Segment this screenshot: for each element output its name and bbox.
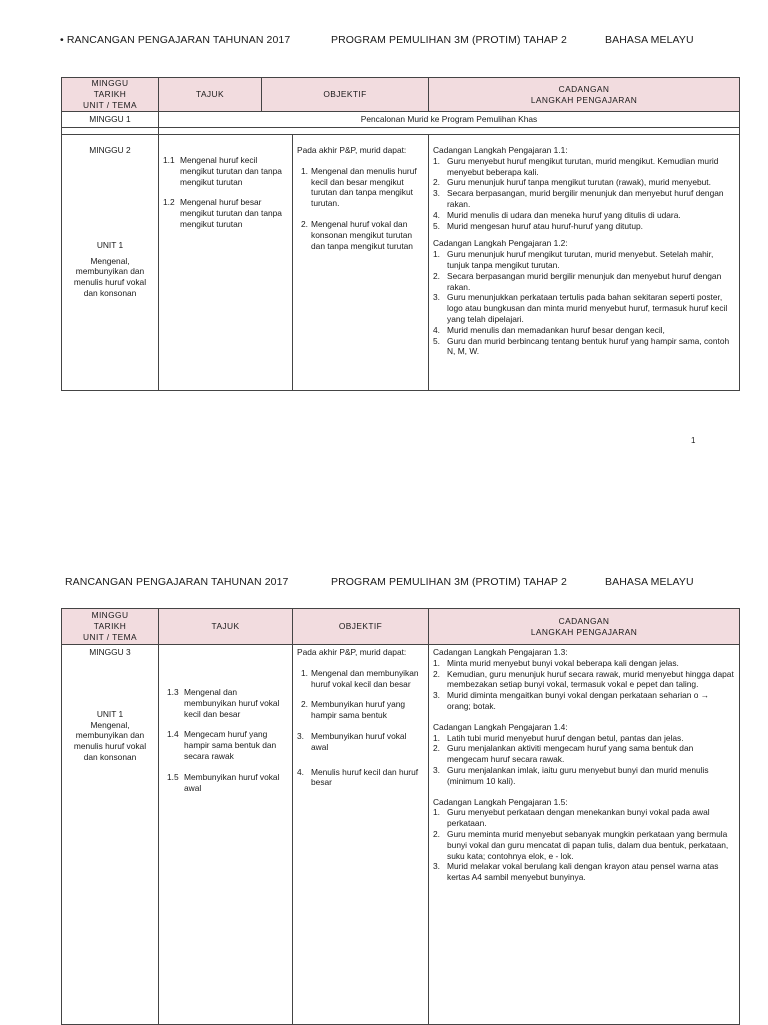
week3-row (62, 645, 740, 1025)
step-item: 1. Latih tubi murid menyebut huruf dengan betul, pantas dan jelas. (433, 732, 684, 743)
tajuk-item: 1.5 Membunyikan huruf vokal awal (167, 771, 280, 793)
week2-objektif-cell (293, 135, 429, 391)
page-number: 1 (691, 436, 696, 445)
page2-header-subject: BAHASA MELAYU (605, 576, 694, 588)
week3-tajuk-cell (159, 645, 293, 1025)
cadangan-title: Cadangan Langkah Pengajaran 1.3: (433, 647, 568, 657)
step-item: 1. Guru menyebut huruf mengikut turutan, murid mengikut. Kemudian murid menyebut beberapa kali. (433, 155, 719, 177)
week2-tajuk-cell (159, 135, 293, 391)
step-item: 2. Guru meminta murid menyebut sebanyak mungkin perkataan yang bermula bunyi vokal dan guru mencatat di papan tulis, dalam dua bentuk, perkataan, suku kata; contohnya elok, e - lok. (433, 828, 729, 861)
step-item: 1. Guru menunjuk huruf mengikut turutan, murid menyebut. Setelah mahir, tunjuk tanpa mengikut turutan. (433, 249, 714, 270)
week2-tema: Mengenal, membunyikan dan menulis huruf vokal dan konsonan (73, 255, 147, 298)
cadangan-title: Cadangan Langkah Pengajaran 1.2: (433, 238, 568, 249)
week2-minggu-cell (62, 135, 159, 391)
objektif-item: 2. Mengenal huruf vokal dan konsonan mengikut turutan dan tanpa mengikut turutan (301, 218, 413, 251)
objektif-item: 4. Menulis huruf kecil dan huruf besar (297, 766, 419, 788)
step-item: 5. Guru dan murid berbincang tentang bentuk huruf yang hampir sama, contoh N, M, W. (433, 335, 730, 357)
objektif-item: 2. Membunyikan huruf yang hampir sama bentuk (301, 699, 406, 721)
week1-note: Pencalonan Murid ke Program Pemulihan Khas (159, 112, 740, 128)
week1-row (62, 112, 740, 128)
week2-row (62, 135, 740, 391)
col-objektif-header: OBJEKTIF (293, 609, 429, 645)
page2-plan-table (61, 608, 740, 1025)
col-tajuk-header: TAJUK (159, 78, 262, 112)
col-tajuk-header: TAJUK (159, 609, 293, 645)
week3-unit: UNIT 1 (96, 708, 124, 719)
week2-minggu: MINGGU 2 (89, 145, 131, 155)
step-item: 3. Secara berpasangan, murid bergilir menunjuk dan menyebut huruf dengan rakan. (433, 188, 724, 209)
page1-header-program: PROGRAM PEMULIHAN 3M (PROTIM) TAHAP 2 (331, 34, 567, 46)
week2-cadangan-cell (429, 135, 740, 391)
col-cadangan-header: CADANGAN LANGKAH PENGAJARAN (429, 78, 740, 112)
objektif-item: 3. Membunyikan huruf vokal awal (297, 730, 407, 752)
table-header-row (62, 609, 740, 645)
step-item: 5. Murid mengesan huruf atau huruf-huruf yang ditutup. (433, 220, 644, 231)
step-item: 3. Murid diminta mengaitkan bunyi vokal dengan perkataan seharian o → orang; botak. (433, 690, 710, 711)
step-item: 4. Murid menulis dan memadankan huruf besar dengan kecil, (433, 324, 665, 335)
objektif-intro: Pada akhir P&P, murid dapat: (297, 145, 407, 155)
cadangan-steps (433, 807, 735, 883)
page1-header-title: • RANCANGAN PENGAJARAN TAHUNAN 2017 (60, 34, 291, 46)
cadangan-title: Cadangan Langkah Pengajaran 1.5: (433, 796, 568, 807)
week3-cadangan-cell (429, 645, 740, 1025)
page1-plan-table (61, 77, 740, 391)
step-item: 3. Guru menunjukkan perkataan tertulis pada bahan sekitaran seperti poster, logo atau bungkusan dan minta murid menyebut huruf, termasuk huruf kecil yang telah dipelajari. (433, 292, 728, 324)
table-header-row (62, 78, 740, 112)
step-item: 1. Guru menyebut perkataan dengan menekankan bunyi vokal pada awal perkataan. (433, 807, 710, 829)
cadangan-title: Cadangan Langkah Pengajaran 1.4: (433, 721, 568, 732)
col-objektif-header: OBJEKTIF (262, 78, 429, 112)
cadangan-steps (433, 249, 735, 357)
tajuk-item: 1.1 Mengenal huruf kecil mengikut turutan dan tanpa mengikut turutan (163, 155, 282, 187)
step-item: 3. Guru menjalankan imlak, iaitu guru menyebut bunyi dan murid menulis (minimum 10 kali). (433, 764, 709, 786)
tajuk-item: 1.2 Mengenal huruf besar mengikut turutan dan tanpa mengikut turutan (163, 197, 282, 229)
col-minggu-header: MINGGU TARIKH UNIT / TEMA (62, 78, 159, 112)
tajuk-item: 1.3 Mengenal dan membunyikan huruf vokal kecil dan besar (167, 687, 280, 719)
col-minggu-header: MINGGU TARIKH UNIT / TEMA (62, 609, 159, 645)
week1-minggu: MINGGU 1 (62, 112, 159, 128)
week3-tema: Mengenal, membunyikan dan menulis huruf vokal dan konsonan (73, 719, 147, 762)
objektif-intro: Pada akhir P&P, murid dapat: (297, 647, 407, 657)
page2-header-title: RANCANGAN PENGAJARAN TAHUNAN 2017 (65, 576, 289, 588)
tajuk-item: 1.4 Mengecam huruf yang hampir sama bentuk dan secara rawak (167, 729, 277, 761)
week2-unit: UNIT 1 (96, 239, 124, 250)
step-item: 4. Murid menulis di udara dan meneka huruf yang ditulis di udara. (433, 209, 681, 220)
objektif-item: 1. Mengenal dan membunyikan huruf vokal kecil dan besar (301, 667, 419, 689)
spacer-row (62, 128, 740, 135)
week3-minggu: MINGGU 3 (89, 647, 131, 657)
week3-minggu-cell (62, 645, 159, 1025)
step-item: 3. Murid melakar vokal berulang kali dengan krayon atau pensel warna atas kertas A4 sambil menyebut bunyinya. (433, 861, 719, 883)
cadangan-steps (433, 658, 735, 712)
page2-header-program: PROGRAM PEMULIHAN 3M (PROTIM) TAHAP 2 (331, 576, 567, 588)
objektif-item: 1. Mengenal dan menulis huruf kecil dan besar mengikut turutan dan tanpa mengikut turutan. (301, 165, 417, 209)
cadangan-steps (433, 156, 735, 232)
cadangan-steps (433, 733, 735, 787)
week3-objektif-cell (293, 645, 429, 1025)
step-item: 2. Guru menjalankan aktiviti mengecam huruf yang sama bentuk dan mengecam huruf secara rawak. (433, 743, 694, 765)
page1-header-subject: BAHASA MELAYU (605, 34, 694, 46)
cadangan-title: Cadangan Langkah Pengajaran 1.1: (433, 145, 568, 155)
header-bullet: • (60, 34, 64, 46)
col-cadangan-header: CADANGAN LANGKAH PENGAJARAN (429, 609, 740, 645)
step-item: 2. Guru menunjuk huruf tanpa mengikut turutan (rawak), murid menyebut. (433, 177, 711, 188)
step-item: 2. Secara berpasangan murid bergilir menunjuk dan menyebut huruf dengan rakan. (433, 270, 722, 292)
step-item: 2. Kemudian, guru menunjuk huruf secara rawak, murid menyebut hingga dapat membezakan setiap bunyi vokal, termasuk vokal e pepet dan taling. (433, 668, 734, 690)
step-item: 1. Minta murid menyebut bunyi vokal beberapa kali dengan jelas. (433, 657, 679, 668)
